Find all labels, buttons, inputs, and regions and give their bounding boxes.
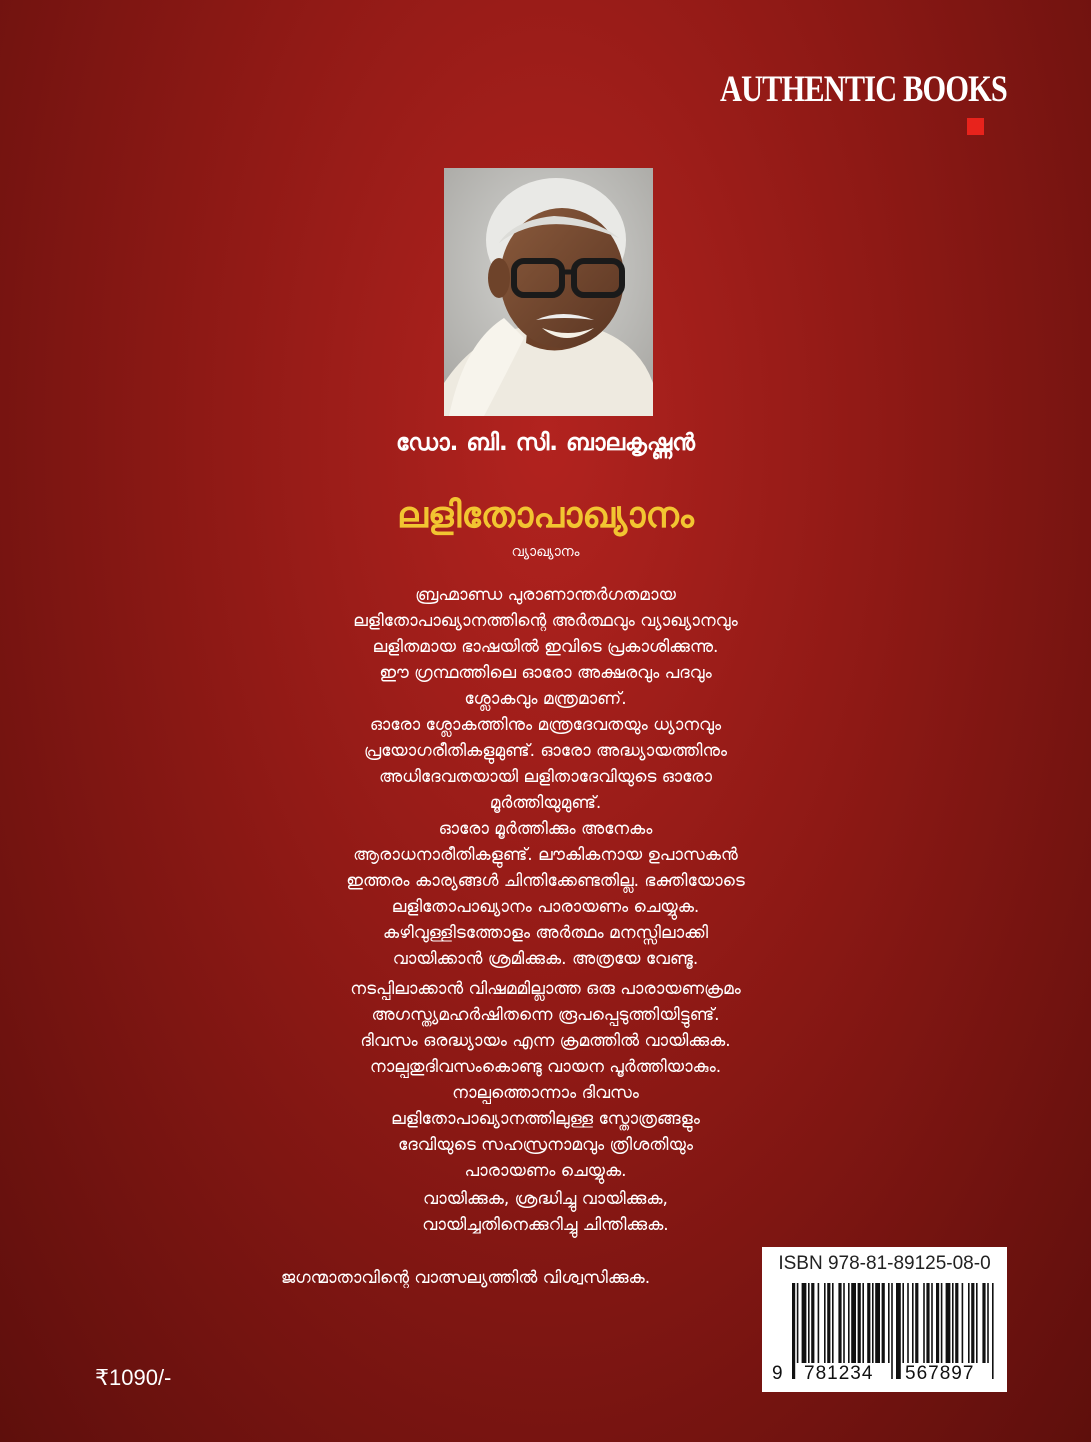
barcode-bar — [962, 1283, 964, 1363]
barcode-bar — [936, 1283, 939, 1363]
barcode-bar — [976, 1283, 978, 1363]
barcode-bar — [915, 1283, 918, 1363]
barcode-bar — [872, 1283, 874, 1363]
isbn-barcode-block — [762, 1247, 1007, 1392]
barcode-bar — [802, 1283, 807, 1363]
blurb-line: ജഗന്മാതാവിന്റെ വാത്സല്യത്തിൽ വിശ്വസിക്കുക. — [280, 1268, 651, 1288]
barcode-bar — [827, 1283, 830, 1363]
blurb-line: അഗസ്ത്യമഹർഷിതന്നെ രൂപപ്പെടുത്തിയിട്ടുണ്ട്. — [371, 1005, 720, 1025]
barcode-bar — [808, 1283, 810, 1363]
blurb-line: ഓരോ മൂർത്തിക്കും അനേകം — [438, 819, 653, 839]
barcode-bar — [926, 1283, 929, 1363]
blurb-paragraph-3 — [240, 1186, 851, 1238]
barcode-bar — [968, 1283, 970, 1363]
blurb-line: ലളിതോപാഖ്യാനം പാരായണം ചെയ്യുക. — [391, 897, 700, 917]
barcode-digit-first: 9 — [772, 1363, 783, 1384]
author-portrait-icon — [444, 168, 653, 416]
blurb-line: ദേവിയുടെ സഹസ്രനാമവും ത്രിശതിയും — [398, 1135, 693, 1155]
barcode-bar — [797, 1283, 799, 1363]
blurb-line: ഈ ഗ്രന്ഥത്തിലെ ഓരോ അക്ഷരവും പദവും — [379, 663, 712, 683]
barcode-bar — [952, 1283, 954, 1363]
barcode-bar — [888, 1283, 890, 1363]
barcode-bar — [811, 1283, 814, 1363]
blurb-line: നാല്പതുദിവസംകൊണ്ടു വായന പൂർത്തിയാകും. — [369, 1057, 722, 1077]
barcode-bar — [907, 1283, 909, 1363]
barcode-bar — [848, 1283, 850, 1363]
blurb-line: ബ്രഹ്മാണ്ഡ പുരാണാന്തർഗതമായ — [415, 585, 676, 605]
blurb-line: വായിക്കാൻ ശ്രമിക്കുക. അത്രയേ വേണ്ടൂ. — [392, 949, 699, 969]
blurb-line: വായിക്കുക, ശ്രദ്ധിച്ചു വായിക്കുക, — [423, 1189, 668, 1209]
barcode-bar — [832, 1283, 834, 1363]
barcode-bar — [896, 1283, 901, 1379]
author-photo — [444, 168, 653, 416]
book-title: ലളിതോപാഖ്യാനം — [397, 495, 694, 536]
blurb-line: ഓരോ ശ്ലോകത്തിനും മന്ത്രദേവതയും ധ്യാനവും — [369, 715, 722, 735]
barcode-bar — [843, 1283, 845, 1363]
publisher-name: AUTHENTIC BOOKS — [720, 69, 1007, 110]
blurb-line: കഴിവുള്ളിടത്തോളം അർത്ഥം മനസ്സിലാക്കി — [382, 923, 709, 943]
blurb-line: അധിദേവതയായി ലളിതാദേവിയുടെ ഓരോ — [379, 767, 712, 787]
barcode-bar — [818, 1283, 820, 1363]
blurb-paragraph-4 — [160, 1265, 771, 1291]
blurb-line: നടപ്പിലാക്കാൻ വിഷമമില്ലാത്ത ഒരു പാരായണക്രമം — [350, 979, 741, 999]
barcode-bar — [912, 1283, 914, 1363]
barcode-bar — [838, 1283, 841, 1363]
blurb-line: ശ്ലോകവും മന്ത്രമാണ്. — [464, 689, 627, 709]
barcode-bar — [851, 1283, 856, 1363]
barcode-bar — [902, 1283, 904, 1363]
barcode-bar — [891, 1283, 893, 1379]
blurb-line: ദിവസം ഒരദ്ധ്യായം എന്ന ക്രമത്തിൽ വായിക്കുക. — [360, 1031, 731, 1051]
blurb-line: ആരാധനാരീതികളുണ്ട്. ലൗകികനായ ഉപാസകൻ — [353, 845, 738, 865]
blurb-line: ലളിതോപാഖ്യാനത്തിന്റെ അർത്ഥവും വ്യാഖ്യാനവും — [353, 611, 738, 631]
blurb-line: വായിച്ചതിനെക്കുറിച്ചു ചിന്തിക്കുക. — [422, 1215, 669, 1235]
barcode-bar — [867, 1283, 870, 1363]
barcode-bar — [987, 1283, 989, 1363]
book-subtitle: വ്യാഖ്യാനം — [511, 544, 580, 560]
blurb-line: പ്രയോഗരീതികളുമുണ്ട്. ഓരോ അദ്ധ്യായത്തിനും — [363, 741, 728, 761]
barcode-bar — [955, 1283, 958, 1363]
blurb-line: ലളിതോപാഖ്യാനത്തിലുള്ള സ്തോത്രങ്ങളും — [391, 1109, 700, 1129]
isbn-label: ISBN 978-81-89125-08-0 — [778, 1253, 991, 1274]
barcode-bar — [882, 1283, 885, 1363]
blurb-line: പാരായണം ചെയ്യുക. — [464, 1161, 627, 1181]
barcode-bar — [792, 1283, 795, 1379]
author-name: ഡോ. ബി. സി. ബാലകൃഷ്ണൻ — [395, 430, 696, 456]
blurb-line: മൂർത്തിയുമുണ്ട്. — [489, 793, 602, 813]
price: ₹1090/- — [95, 1365, 172, 1390]
barcode-bar — [931, 1283, 933, 1363]
barcode-bar — [946, 1283, 951, 1363]
blurb-line: ലളിതമായ ഭാഷയിൽ ഇവിടെ പ്രകാശിക്കുന്നു. — [372, 637, 719, 657]
barcode-bar — [982, 1283, 985, 1363]
barcode-digits-right: 567897 — [905, 1363, 975, 1384]
barcode-bar — [971, 1283, 974, 1363]
blurb-paragraph-2 — [240, 976, 851, 1184]
barcode-bar — [824, 1283, 826, 1363]
barcode-bar — [992, 1283, 994, 1379]
barcode-digits-left: 781234 — [804, 1363, 874, 1384]
barcode-bar — [941, 1283, 943, 1363]
barcode-bar — [923, 1283, 925, 1363]
blurb-line: നാല്പത്തൊന്നാം ദിവസം — [452, 1083, 639, 1103]
blurb-paragraph-1 — [240, 582, 851, 972]
publisher-square-icon — [967, 118, 984, 135]
blurb-line: ഇത്തരം കാര്യങ്ങൾ ചിന്തിക്കേണ്ടതില്ല. ഭക്തിയോടെ — [346, 871, 745, 891]
barcode-bar — [858, 1283, 861, 1363]
barcode-bar — [875, 1283, 880, 1363]
barcode-bar — [862, 1283, 864, 1363]
